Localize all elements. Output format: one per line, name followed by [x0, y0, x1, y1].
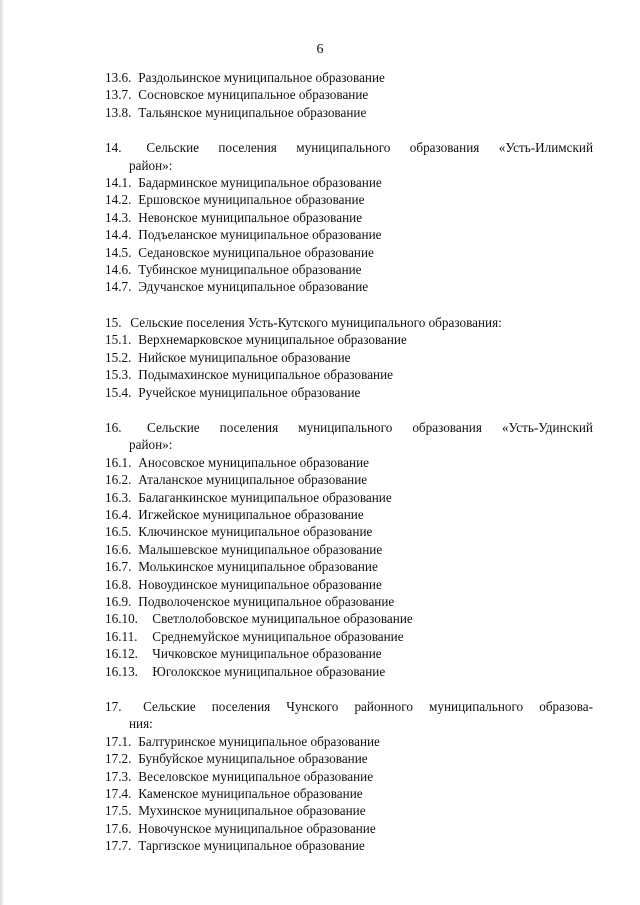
list-item-number: 17.5.	[105, 803, 132, 819]
section-heading-text: Сельские поселения муниципального образования «Усть-Илимский	[146, 140, 593, 156]
list-item-number: 14.1.	[105, 175, 132, 191]
list-item-number: 16.3.	[105, 489, 132, 505]
list-item-number: 17.7.	[105, 838, 132, 854]
list-section	[105, 69, 595, 121]
list-item-number: 16.9.	[105, 593, 132, 609]
list-item	[105, 384, 595, 401]
section-heading-continuation: район»:	[129, 157, 173, 173]
list-item-number: 17.3.	[105, 768, 132, 784]
section-number: 16.	[105, 419, 122, 435]
list-item-number: 16.10.	[105, 611, 138, 627]
list-item-text: Молькинское муниципальное образование	[138, 559, 378, 575]
list-section	[105, 419, 595, 680]
list-item-text: Ершовское муниципальное образование	[138, 192, 365, 208]
list-item	[105, 593, 595, 610]
list-item-number: 16.2.	[105, 472, 132, 488]
list-item	[105, 69, 595, 86]
list-item-number: 14.5.	[105, 244, 132, 260]
list-item	[105, 541, 595, 558]
list-item-text: Веселовское муниципальное образование	[138, 768, 374, 784]
section-heading-text: Сельские поселения муниципального образования «Усть-Удинский	[147, 419, 593, 435]
list-item-text: Сосновское муниципальное образование	[138, 87, 369, 103]
list-item	[105, 191, 595, 208]
list-item	[105, 471, 595, 488]
section-number: 15.	[105, 314, 122, 330]
list-item-number: 16.6.	[105, 541, 132, 557]
list-item	[105, 489, 595, 506]
list-item-number: 15.1.	[105, 332, 132, 348]
list-item-text: Среднемуйское муниципальное образование	[152, 628, 404, 644]
list-item	[105, 837, 595, 854]
list-item-text: Эдучанское муниципальное образование	[138, 279, 369, 295]
list-item-number: 17.6.	[105, 820, 132, 836]
list-item-number: 13.7.	[105, 87, 132, 103]
list-item-text: Чичковское муниципальное образование	[152, 646, 382, 662]
list-item-number: 13.6.	[105, 70, 132, 85]
section-heading-text: Сельские поселения Усть-Кутского муниципального образования:	[130, 314, 502, 330]
list-item-text: Новочунское муниципальное образование	[138, 820, 376, 836]
list-item	[105, 104, 595, 121]
list-item	[105, 768, 595, 785]
list-section	[105, 314, 595, 401]
list-item-text: Малышевское муниципальное образование	[138, 541, 383, 557]
list-section	[105, 139, 595, 296]
list-item	[105, 366, 595, 383]
section-heading-text: Сельские поселения Чунского районного муниципального образова-	[143, 699, 593, 714]
list-item-text: Раздольинское муниципальное образование	[138, 70, 385, 85]
list-item-number: 16.5.	[105, 524, 132, 540]
list-item-number: 15.4.	[105, 384, 132, 400]
list-item-number: 16.11.	[105, 628, 138, 644]
list-item-text: Каменское муниципальное образование	[138, 786, 363, 802]
list-item-number: 17.4.	[105, 786, 132, 802]
list-item-text: Подъеланское муниципальное образование	[138, 227, 382, 243]
list-item-text: Игжейское муниципальное образование	[138, 506, 364, 522]
section-heading	[105, 698, 593, 715]
list-item-number: 17.2.	[105, 751, 132, 767]
list-item	[105, 576, 595, 593]
section-heading-continuation: ния:	[129, 716, 153, 732]
list-item-text: Ручейское муниципальное образование	[138, 384, 361, 400]
list-item-text: Бадарминское муниципальное образование	[138, 175, 382, 191]
list-item-number: 17.1.	[105, 733, 132, 749]
list-item-number: 14.6.	[105, 262, 132, 278]
list-item-text: Подволоченское муниципальное образование	[138, 593, 395, 609]
list-item-text: Подымахинское муниципальное образование	[138, 367, 394, 383]
list-item-text: Тальянское муниципальное образование	[138, 104, 367, 120]
list-item-number: 14.2.	[105, 192, 132, 208]
list-item-number: 16.4.	[105, 506, 132, 522]
list-item-text: Бунбуйское муниципальное образование	[138, 751, 368, 767]
list-item-text: Невонское муниципальное образование	[138, 209, 363, 225]
list-item	[105, 244, 595, 261]
list-item	[105, 663, 595, 680]
list-item	[105, 209, 595, 226]
list-item-number: 14.4.	[105, 227, 132, 243]
list-item	[105, 261, 595, 278]
list-item-number: 16.13.	[105, 663, 138, 679]
list-item-number: 16.12.	[105, 646, 138, 662]
list-item	[105, 645, 595, 662]
section-heading	[105, 419, 593, 436]
list-item-text: Юголокское муниципальное образование	[152, 663, 386, 679]
list-item	[105, 506, 595, 523]
list-item-text: Нийское муниципальное образование	[138, 349, 351, 365]
document-body	[105, 69, 595, 855]
list-item-text: Аносовское муниципальное образование	[138, 454, 369, 470]
list-item	[105, 750, 595, 767]
list-item	[105, 226, 595, 243]
list-item-text: Новоудинское муниципальное образование	[138, 576, 382, 592]
list-item-text: Мухинское муниципальное образование	[138, 803, 366, 819]
page-number: 6	[316, 42, 324, 57]
list-item-number: 13.8.	[105, 104, 132, 120]
list-item	[105, 86, 595, 103]
list-item-number: 15.2.	[105, 349, 132, 365]
list-item	[105, 174, 595, 191]
list-item-text: Ключинское муниципальное образование	[138, 524, 373, 540]
list-item-text: Седановское муниципальное образование	[138, 244, 374, 260]
list-item-number: 14.7.	[105, 279, 132, 295]
section-heading	[105, 314, 593, 331]
list-item-number: 16.8.	[105, 576, 132, 592]
section-number: 17.	[105, 699, 122, 714]
list-item	[105, 558, 595, 575]
list-item	[105, 785, 595, 802]
list-item-text: Верхнемарковское муниципальное образование	[138, 332, 407, 348]
list-item	[105, 802, 595, 819]
list-item	[105, 523, 595, 540]
list-item	[105, 278, 595, 295]
section-heading-continuation: район»:	[129, 437, 173, 453]
list-item-number: 16.1.	[105, 454, 132, 470]
list-item-number: 15.3.	[105, 367, 132, 383]
list-item	[105, 454, 595, 471]
list-item	[105, 349, 595, 366]
list-item-number: 14.3.	[105, 209, 132, 225]
list-item	[105, 628, 595, 645]
list-item-text: Тубинское муниципальное образование	[138, 262, 362, 278]
list-item	[105, 733, 595, 750]
list-section	[105, 698, 595, 855]
list-item-number: 16.7.	[105, 559, 132, 575]
list-item-text: Таргизское муниципальное образование	[138, 838, 365, 854]
list-item-text: Балаганкинское муниципальное образование	[138, 489, 392, 505]
section-heading	[105, 139, 593, 156]
list-item-text: Светлолобовское муниципальное образование	[152, 611, 413, 627]
scan-edge	[0, 0, 4, 905]
list-item-text: Балтуринское муниципальное образование	[138, 733, 380, 749]
section-number: 14.	[105, 140, 122, 156]
list-item	[105, 820, 595, 837]
list-item	[105, 331, 595, 348]
list-item	[105, 610, 595, 627]
list-item-text: Аталанское муниципальное образование	[138, 472, 368, 488]
